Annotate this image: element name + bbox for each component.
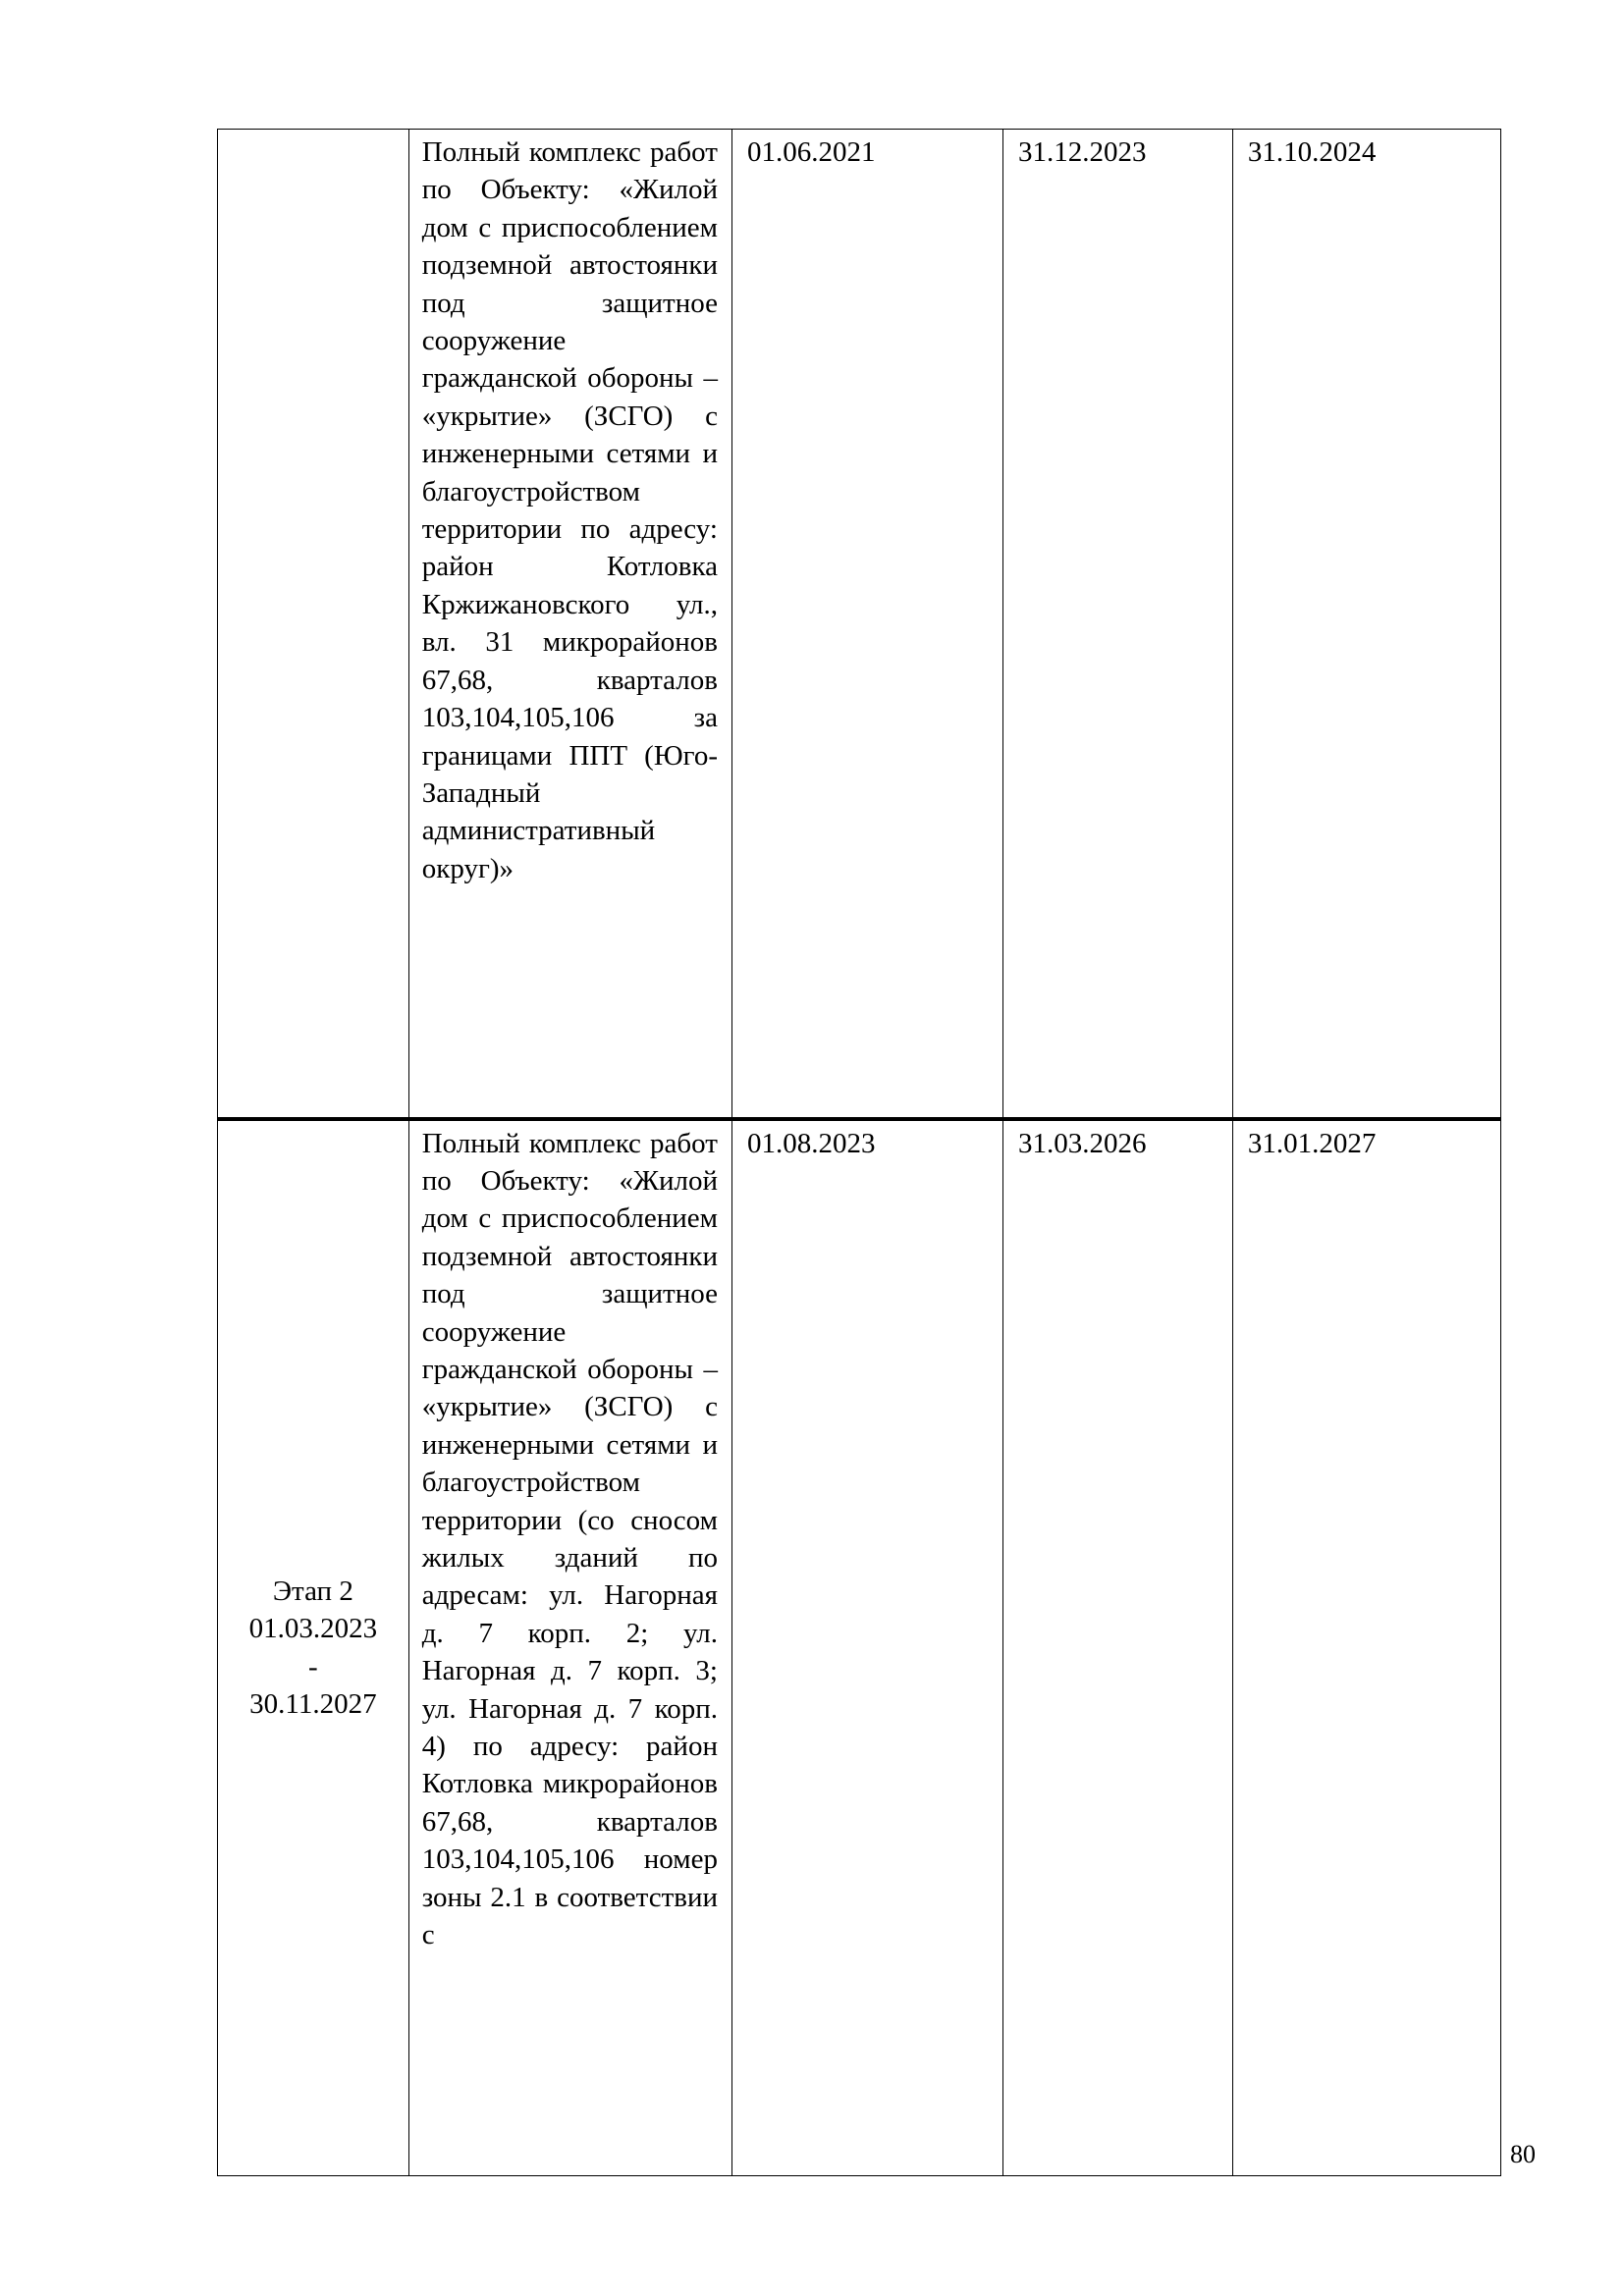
stage-cell bbox=[218, 130, 409, 1119]
deadline-date: 31.01.2027 bbox=[1247, 1127, 1377, 1159]
start-date-cell bbox=[731, 130, 1002, 1119]
stage-separator: - bbox=[308, 1650, 318, 1682]
page-number: 80 bbox=[1510, 2140, 1536, 2168]
end-date-cell bbox=[1003, 1119, 1233, 2176]
deadline-date-cell bbox=[1232, 1119, 1500, 2176]
work-description: Полный комплекс работ по Объекту: «Жилой дом с приспособлением подземной автостоянки под защитное сооружение гражданской обороны – «укрытие» (ЗСГО) с инженерными сетями и благоустройством территории по адресу: район Котловка Кржижановского ул., вл. 31 микрорайонов 67,68, кварталов 103,104,105,106 за границами ППТ (Юго-Западный административный округ)» bbox=[421, 136, 718, 884]
description-cell bbox=[408, 1119, 731, 2176]
table-row bbox=[218, 1119, 1501, 2176]
schedule-table bbox=[217, 129, 1501, 2176]
deadline-date: 31.10.2024 bbox=[1247, 136, 1377, 168]
stage-cell bbox=[218, 1119, 409, 2176]
end-date: 31.12.2023 bbox=[1018, 136, 1147, 168]
stage-end-date: 30.11.2027 bbox=[249, 1688, 377, 1721]
description-cell bbox=[408, 130, 731, 1119]
stage-start-date: 01.03.2023 bbox=[248, 1613, 378, 1645]
stage-title: Этап 2 bbox=[272, 1575, 353, 1607]
start-date: 01.08.2023 bbox=[746, 1127, 876, 1159]
end-date: 31.03.2026 bbox=[1018, 1127, 1147, 1159]
start-date: 01.06.2021 bbox=[746, 136, 876, 168]
start-date-cell bbox=[731, 1119, 1002, 2176]
table-row bbox=[218, 130, 1501, 1119]
deadline-date-cell bbox=[1232, 130, 1500, 1119]
work-description: Полный комплекс работ по Объекту: «Жилой дом с приспособлением подземной автостоянки под защитное сооружение гражданской обороны – «укрытие» (ЗСГО) с инженерными сетями и благоустройством территории (со сносом жилых зданий по адресам: ул. Нагорная д. 7 корп. 2; ул. Нагорная д. 7 корп. 3; ул. Нагорная д. 7 корп. 4) по адресу: район Котловка микрорайонов 67,68, кварталов 103,104,105,106 номер зоны 2.1 в соответствии с bbox=[421, 1127, 718, 1951]
end-date-cell bbox=[1003, 130, 1233, 1119]
